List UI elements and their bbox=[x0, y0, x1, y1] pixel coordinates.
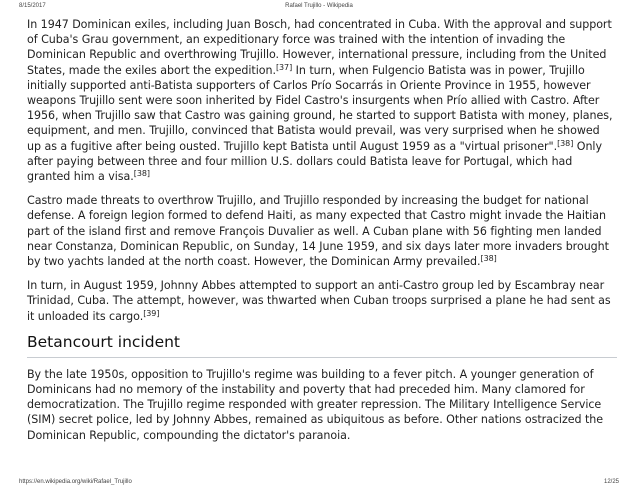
article-content bbox=[27, 17, 617, 452]
paragraph-text: In turn, in August 1959, Johnny Abbes attempted to support an anti-Castro group led by Escambray near Trinidad, Cuba. The attempt, however, was thwarted when Cuban troops surprised a plane he had sent as it unloaded its cargo. bbox=[27, 279, 611, 323]
print-date: 8/15/2017 bbox=[19, 3, 46, 9]
paragraph-text: Castro made threats to overthrow Trujillo, and Trujillo responded by increasing the budget for national defense. A foreign legion formed to defend Haiti, as many expected that Castro might invade the Haitian part of the island first and remove François Duvalier as well. A Cuban plane with 56 fighting men landed near Constanza, Dominican Republic, on Sunday, 14 June 1959, and six days later more invaders brought by two yachts landed at the north coast. However, the Dominican Army prevailed. bbox=[27, 194, 609, 269]
paragraph-johnny-abbes bbox=[27, 278, 617, 324]
print-url: https://en.wikipedia.org/wiki/Rafael_Trujillo bbox=[19, 479, 132, 485]
paragraph-opposition bbox=[27, 367, 617, 443]
paragraph-cuban-exiles bbox=[27, 17, 617, 184]
paragraph-text: In 1947 Dominican exiles, including Juan Bosch, had concentrated in Cuba. With the approval and support of Cuba's Grau government, an expeditionary force was trained with the intention of invading the Dominican Republic and overthrowing Trujillo. However, international pressure, including from the United States, made the exiles abort the expedition. bbox=[27, 18, 612, 77]
print-page-number: 12/25 bbox=[603, 479, 619, 485]
citation-link-38[interactable]: [38] bbox=[133, 169, 150, 179]
citation-link-39[interactable]: [39] bbox=[143, 308, 160, 318]
citation-link-38[interactable]: [38] bbox=[480, 254, 497, 264]
citation-link-37[interactable]: [37] bbox=[275, 62, 293, 72]
print-footer bbox=[19, 479, 619, 489]
print-page-title: Rafael Trujillo - Wikipedia bbox=[285, 3, 353, 9]
paragraph-text: In turn, when Fulgencio Batista was in power, Trujillo initially supported anti-Batista supporters of Carlos Prío Socarrás in Oriente Province in 1955, however weapons Trujillo sent were soon inherited by Fidel Castro's insurgents when Prío allied with Castro. After 1956, when Trujillo saw that Castro was gaining ground, he started to support Batista with money, planes, equipment, and men. Trujillo, convinced that Batista would prevail, was very surprised when he showed up as a fugitive after being ousted. Trujillo kept Batista until August 1959 as a "virtual prisoner". bbox=[27, 63, 613, 153]
print-header bbox=[19, 3, 619, 13]
paragraph-text: By the late 1950s, opposition to Trujillo's regime was building to a fever pitch. A younger generation of Dominicans had no memory of the instability and poverty that had preceded him. Many clamored for democratization. The Trujillo regime responded with greater repression. The Military Intelligence Service (SIM) secret police, led by Johnny Abbes, remained as ubiquitous as before. Other nations ostracized the Dominican Republic, compounding the dictator's paranoia. bbox=[27, 367, 604, 442]
section-heading-betancourt-incident: Betancourt incident bbox=[27, 333, 617, 358]
citation-link-38[interactable]: [38] bbox=[557, 138, 574, 148]
paragraph-castro-threats bbox=[27, 193, 617, 269]
paragraph-text: Only after paying between three and four million U.S. dollars could Batista leave for Portugal, which had granted him a visa. bbox=[27, 139, 602, 184]
